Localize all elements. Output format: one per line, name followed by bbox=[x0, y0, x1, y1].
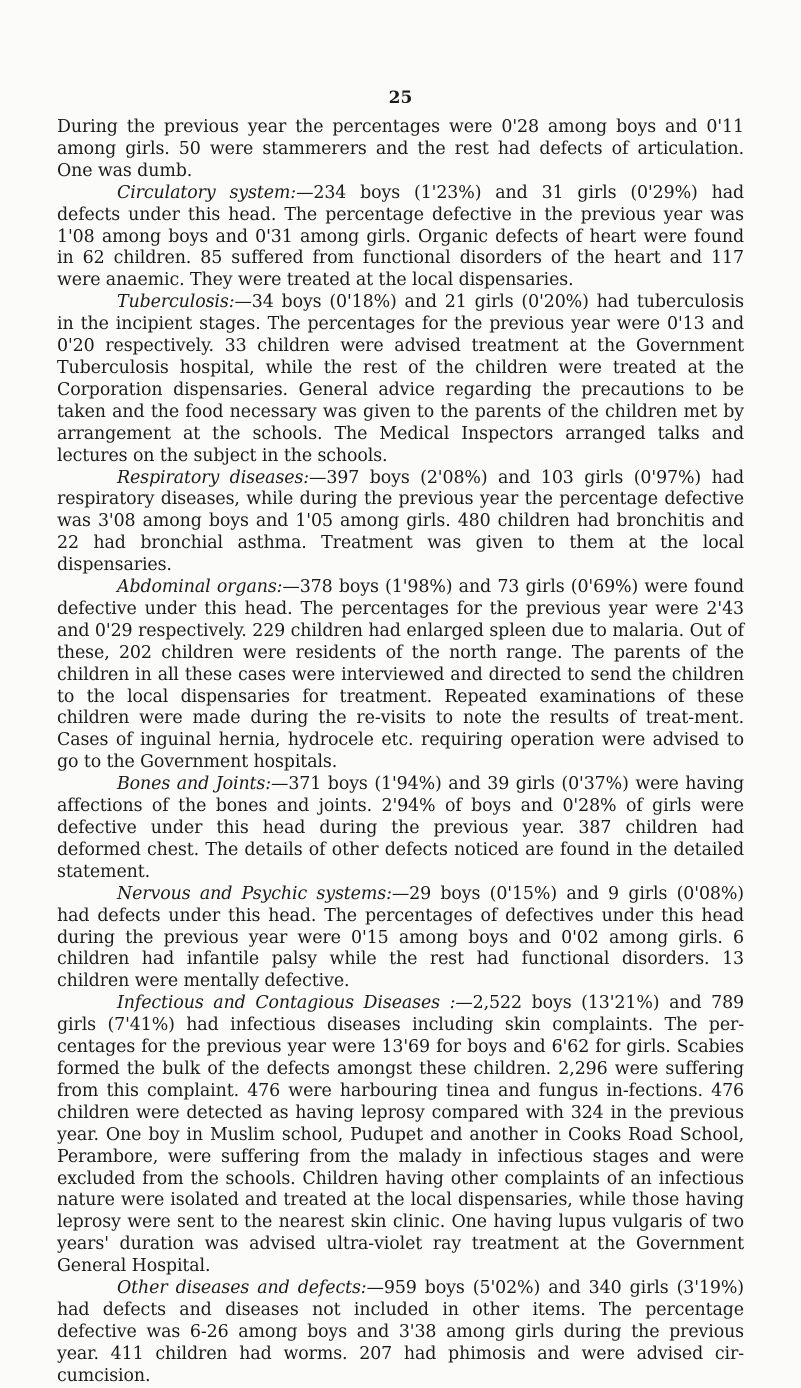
paragraph-other-diseases-defects bbox=[57, 1278, 744, 1388]
paragraph-heading: Nervous and Psychic systems: bbox=[117, 883, 392, 904]
paragraph-text: —371 boys (1'94%) and 39 girls (0'37%) were having affections of the bones and joints. 2'94% of boys and 0'28% of girls were defective under this head during the previous year. 387 children had deformed chest. The details of other defects noticed are found in the detailed statement. bbox=[57, 774, 744, 882]
paragraph-nervous-psychic-systems bbox=[57, 884, 744, 994]
paragraph-circulatory-system bbox=[57, 183, 744, 293]
report-body bbox=[57, 117, 744, 1388]
paragraph-heading: Respiratory diseases: bbox=[117, 467, 310, 488]
paragraph-abdominal-organs bbox=[57, 577, 744, 774]
paragraph-tuberculosis bbox=[57, 292, 744, 467]
paragraph-heading: Tuberculosis: bbox=[117, 292, 235, 313]
paragraph-heading: Bones and Joints: bbox=[117, 774, 272, 795]
paragraph-bones-and-joints bbox=[57, 774, 744, 884]
paragraph-text: —34 boys (0'18%) and 21 girls (0'20%) had tuberculosis in the incipient stages. The percentages for the previous year were 0'13 and 0'20 respectively. 33 children were advised treatment at the Government Tuberculosis hospital, while the rest of the children were treated at the Corporation dispensaries. General advice regarding the precautions to be taken and the food necessary was given to the parents of the children met by arrangement at the schools. The Medical Inspectors arranged talks and lectures on the subject in the schools. bbox=[57, 292, 744, 466]
paragraph-heading: Other diseases and defects: bbox=[117, 1278, 367, 1299]
paragraph-respiratory-diseases bbox=[57, 468, 744, 578]
paragraph-heading: Circulatory system: bbox=[117, 182, 297, 203]
paragraph-text: —378 boys (1'98%) and 73 girls (0'69%) were found defective under this head. The percentages for the previous year were 2'43 and 0'29 respectively. 229 children had enlarged spleen due to malaria. Out of these, 202 children were residents of the north range. The parents of the children in all these cases were interviewed and directed to send the children to the local dispensaries for treatment. Repeated examinations of these children were made during the re-visits to note the results of treat-ment. Cases of inguinal hernia, hydrocele etc. requiring operation were advised to go to the Government hospitals. bbox=[57, 577, 744, 773]
paragraph-infectious-contagious-diseases bbox=[57, 993, 744, 1278]
paragraph-heading: Abdominal organs: bbox=[117, 577, 283, 598]
paragraph-text: —959 boys (5'02%) and 340 girls (3'19%) had defects and diseases not included in other items. The percentage defective was 6-26 among boys and 3'38 among girls during the previous year. 411 children had worms. 207 had phimosis and were advised cir-cumcision. bbox=[57, 1278, 744, 1386]
paragraph-speech-previous-year bbox=[57, 117, 744, 183]
paragraph-heading: Infectious and Contagious Diseases : bbox=[117, 993, 456, 1014]
paragraph-text: —234 boys (1'23%) and 31 girls (0'29%) had defects under this head. The percentage defective in the previous year was 1'08 among boys and 0'31 among girls. Organic defects of heart were found in 62 children. 85 suffered from functional disorders of the heart and 117 were anaemic. They were treated at the local dispensaries. bbox=[57, 182, 744, 291]
paragraph-text: —29 boys (0'15%) and 9 girls (0'08%) had defects under this head. The percentages of defectives under this head during the previous year were 0'15 among boys and 0'02 among girls. 6 children had infantile palsy while the rest had functional disorders. 13 children were mentally defective. bbox=[57, 883, 744, 992]
page-number: 25 bbox=[388, 88, 413, 108]
paragraph-text: —397 boys (2'08%) and 103 girls (0'97%) had respiratory diseases, while during the previous year the percentage defective was 3'08 among boys and 1'05 among girls. 480 children had bronchitis and 22 had bronchial asthma. Treatment was given to them at the local dispensaries. bbox=[57, 467, 744, 576]
paragraph-text: —2,522 boys (13'21%) and 789 girls (7'41%) had infectious diseases including skin complaints. The per-centages for the previous year were 13'69 for boys and 6'62 for girls. Scabies formed the bulk of the defects amongst these children. 2,296 were suffering from this complaint. 476 were harbouring tinea and fungus in-fections. 476 children were detected as having leprosy compared with 324 in the previous year. One boy in Muslim school, Pudupet and another in Cooks Road School, Perambore, were suffering from the malady in infectious stages and were excluded from the schools. Children having other complaints of an infectious nature were isolated and treated at the local dispensaries, while those having leprosy were sent to the nearest skin clinic. One having lupus vulgaris of two years' duration was advised ultra-violet ray treatment at the Government General Hospital. bbox=[57, 993, 744, 1277]
paragraph-text: During the previous year the percentages were 0'28 among boys and 0'11 among girls. 50 were stammerers and the rest had defects of articulation. One was dumb. bbox=[57, 117, 744, 181]
